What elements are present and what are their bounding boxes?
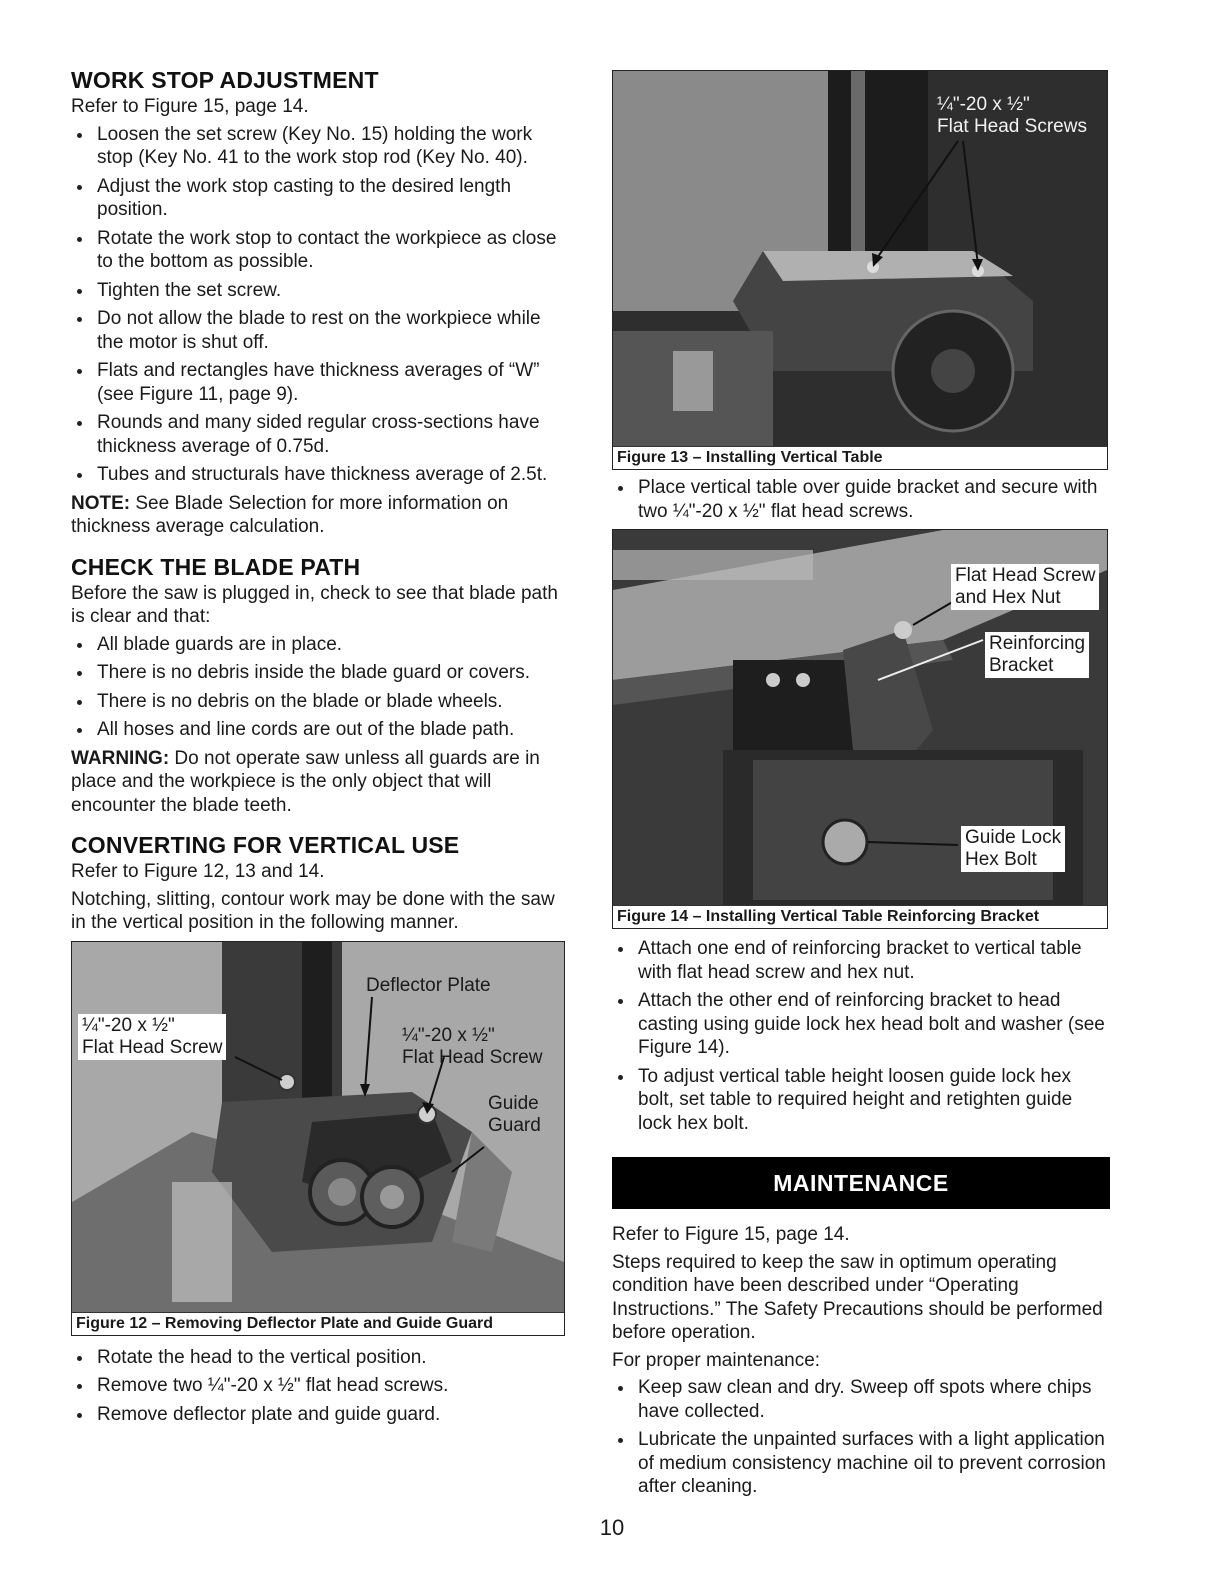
note-label: NOTE:	[71, 492, 131, 514]
figure-12-deflector-label: Deflector Plate	[366, 974, 491, 996]
list-item: Remove two ¼"-20 x ½" flat head screws.	[71, 1374, 571, 1398]
list-item: Place vertical table over guide bracket and secure with two ¼"-20 x ½" flat head screws.	[612, 476, 1110, 523]
list-item: To adjust vertical table height loosen guide lock hex bolt, set table to required height and retighten guide lock hex bolt.	[612, 1065, 1110, 1136]
maintenance-intro: Refer to Figure 15, page 14.	[612, 1224, 850, 1245]
figure-14-list	[612, 937, 1110, 1135]
figure-14-bolt-label: Guide Lock Hex Bolt	[961, 826, 1065, 872]
figure-14-caption: Figure 14 – Installing Vertical Table Reinforcing Bracket	[613, 905, 1107, 928]
figure-13-screws-label: ¼"-20 x ½" Flat Head Screws	[937, 94, 1087, 137]
vertical-list	[71, 1346, 571, 1427]
figure-12	[71, 941, 565, 1336]
list-item: Rotate the work stop to contact the workpiece as close to the bottom as possible.	[71, 227, 571, 274]
figure-12-photo	[72, 942, 564, 1335]
list-item: Flats and rectangles have thickness averages of “W” (see Figure 11, page 9).	[71, 359, 571, 406]
figure-13	[612, 70, 1108, 470]
work-stop-heading: WORK STOP ADJUSTMENT	[71, 67, 379, 93]
work-stop-intro: Refer to Figure 15, page 14.	[71, 96, 309, 117]
figure-14	[612, 529, 1108, 929]
list-item: Adjust the work stop casting to the desired length position.	[71, 175, 571, 222]
left-column	[71, 66, 571, 1431]
maintenance-list	[612, 1376, 1110, 1499]
maintenance-lead: For proper maintenance:	[612, 1349, 821, 1371]
warning-text: Do not operate saw unless all guards are in place and the workpiece is the only object that will encounter the blade teeth.	[71, 747, 540, 816]
figure-13-list	[612, 476, 1110, 523]
work-stop-list	[71, 123, 571, 487]
list-item: Do not allow the blade to rest on the workpiece while the motor is shut off.	[71, 307, 571, 354]
figure-12-left-screw-label: ¼"-20 x ½" Flat Head Screw	[78, 1014, 226, 1060]
list-item: There is no debris on the blade or blade wheels.	[71, 690, 571, 714]
list-item: There is no debris inside the blade guard or covers.	[71, 661, 571, 685]
list-item: Remove deflector plate and guide guard.	[71, 1403, 571, 1427]
figure-13-caption: Figure 13 – Installing Vertical Table	[613, 446, 1107, 469]
list-item: Keep saw clean and dry. Sweep off spots where chips have collected.	[612, 1376, 1110, 1423]
blade-path-heading: CHECK THE BLADE PATH	[71, 553, 361, 580]
work-stop-note	[71, 492, 571, 539]
right-column	[612, 70, 1110, 1504]
list-item: All blade guards are in place.	[71, 633, 571, 657]
vertical-intro-1: Refer to Figure 12, 13 and 14.	[71, 861, 325, 882]
list-item: Rounds and many sided regular cross-sections have thickness average of 0.75d.	[71, 411, 571, 458]
warning-label: WARNING:	[71, 747, 170, 769]
list-item: Lubricate the unpainted surfaces with a light application of medium consistency machine oil to prevent corrosion after cleaning.	[612, 1428, 1110, 1499]
blade-path-list	[71, 633, 571, 742]
list-item: Loosen the set screw (Key No. 15) holding the work stop (Key No. 41 to the work stop rod (Key No. 40).	[71, 123, 571, 170]
list-item: All hoses and line cords are out of the blade path.	[71, 718, 571, 742]
list-item: Rotate the head to the vertical position.	[71, 1346, 571, 1370]
list-item: Tighten the set screw.	[71, 279, 571, 303]
figure-12-right-screw-label: ¼"-20 x ½" Flat Head Screw	[402, 1024, 543, 1068]
note-text: See Blade Selection for more information on thickness average calculation.	[71, 492, 509, 537]
list-item: Attach one end of reinforcing bracket to vertical table with flat head screw and hex nut.	[612, 937, 1110, 984]
maintenance-paragraph: Steps required to keep the saw in optimum operating condition have been described under “Operating Instructions.” The Safety Precautions should be performed before operation.	[612, 1251, 1103, 1343]
page-number: 10	[599, 1515, 625, 1540]
figure-12-guide-guard-label: Guide Guard	[488, 1092, 541, 1136]
vertical-use-heading: CONVERTING FOR VERTICAL USE	[71, 832, 460, 858]
figure-14-bracket-label: Reinforcing Bracket	[985, 632, 1089, 678]
list-item: Tubes and structurals have thickness average of 2.5t.	[71, 463, 571, 487]
maintenance-banner: MAINTENANCE	[612, 1157, 1110, 1209]
warning-paragraph	[71, 747, 571, 818]
list-item: Attach the other end of reinforcing bracket to head casting using guide lock hex head bolt and washer (see Figure 14).	[612, 989, 1110, 1060]
figure-14-screw-label: Flat Head Screw and Hex Nut	[951, 564, 1099, 610]
figure-12-caption: Figure 12 – Removing Deflector Plate and Guide Guard	[72, 1312, 564, 1335]
vertical-intro-2: Notching, slitting, contour work may be done with the saw in the vertical position in the following manner.	[71, 888, 555, 933]
blade-path-intro: Before the saw is plugged in, check to see that blade path is clear and that:	[71, 582, 558, 627]
